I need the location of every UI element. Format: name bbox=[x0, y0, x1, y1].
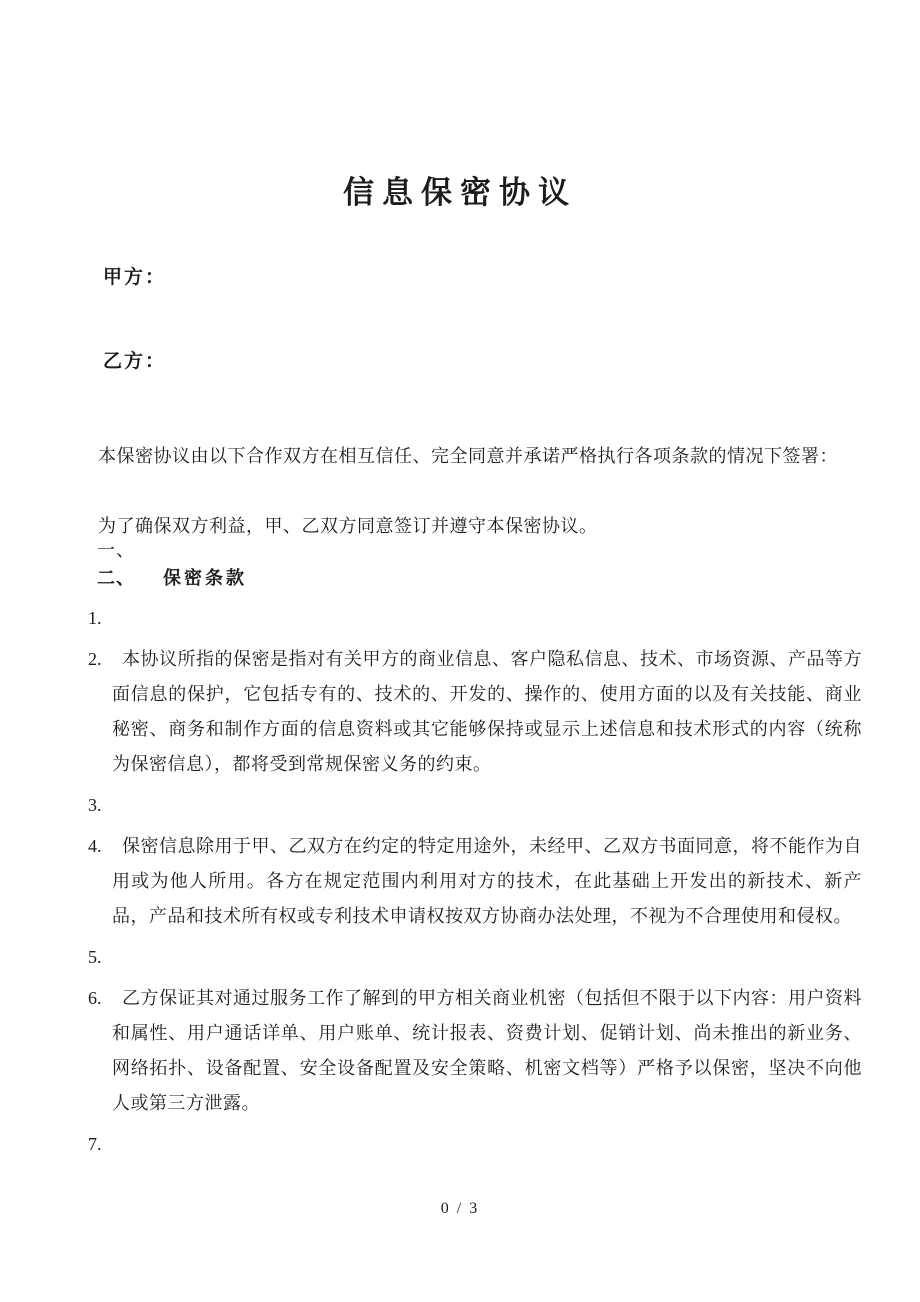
section-two-title: 保密条款 bbox=[163, 568, 247, 588]
clause-number: 2. bbox=[88, 649, 102, 669]
section-two-label: 二、 bbox=[97, 568, 135, 588]
clause-text: 保密信息除用于甲、乙双方在约定的特定用途外，未经甲、乙双方书面同意，将不能作为自用或为他人所用。各方在规定范围内利用对方的技术，在此基础上开发出的新技术、新产品，产品和技术所有权或专利技术申请权按双方协商办法处理，不视为不合理使用和侵权。 bbox=[112, 836, 862, 926]
clause-number: 7. bbox=[88, 1134, 102, 1154]
clause-text: 本协议所指的保密是指对有关甲方的商业信息、客户隐私信息、技术、市场资源、产品等方面信息的保护，它包括专有的、技术的、开发的、操作的、使用方面的以及有关技能、商业秘密、商务和制作方面的信息资料或其它能够保持或显示上述信息和技术形式的内容（统称为保密信息），都将受到常规保密义务的约束。 bbox=[112, 649, 862, 774]
party-a-label: 甲方： bbox=[103, 267, 167, 288]
section-one-label: 一、 bbox=[97, 540, 135, 560]
page-title: 信息保密协议 bbox=[343, 174, 577, 210]
clause-item bbox=[88, 940, 862, 975]
party-b-label: 乙方： bbox=[103, 351, 167, 372]
clause-list bbox=[88, 601, 862, 1209]
clause-number: 1. bbox=[88, 608, 102, 628]
clause-item bbox=[88, 1127, 862, 1162]
clause-item bbox=[88, 1168, 862, 1203]
page-number: 0 / 3 bbox=[440, 1200, 480, 1217]
section-one bbox=[97, 536, 135, 562]
clause-item bbox=[88, 788, 862, 823]
clause-number: 6. bbox=[88, 988, 102, 1008]
clause-number: 5. bbox=[88, 947, 102, 967]
clause-text: 乙方保证其对通过服务工作了解到的甲方相关商业机密（包括但不限于以下内容：用户资料和属性、用户通话详单、用户账单、统计报表、资费计划、促销计划、尚未推出的新业务、网络拓扑、设备配置、安全设备配置及安全策略、机密文档等）严格予以保密，坚决不向他人或第三方泄露。 bbox=[112, 988, 862, 1113]
clause-item bbox=[88, 981, 862, 1121]
clause-item bbox=[88, 642, 862, 782]
clause-item bbox=[88, 601, 862, 636]
clause-number: 3. bbox=[88, 795, 102, 815]
intro-paragraph-2: 为了确保双方利益，甲、乙双方同意签订并遵守本保密协议。 bbox=[98, 516, 598, 536]
intro-paragraph-1: 本保密协议由以下合作双方在相互信任、完全同意并承诺严格执行各项条款的情况下签署： bbox=[98, 446, 838, 466]
clause-item bbox=[88, 829, 862, 934]
clause-number: 4. bbox=[88, 836, 102, 856]
section-two-heading bbox=[97, 564, 247, 590]
